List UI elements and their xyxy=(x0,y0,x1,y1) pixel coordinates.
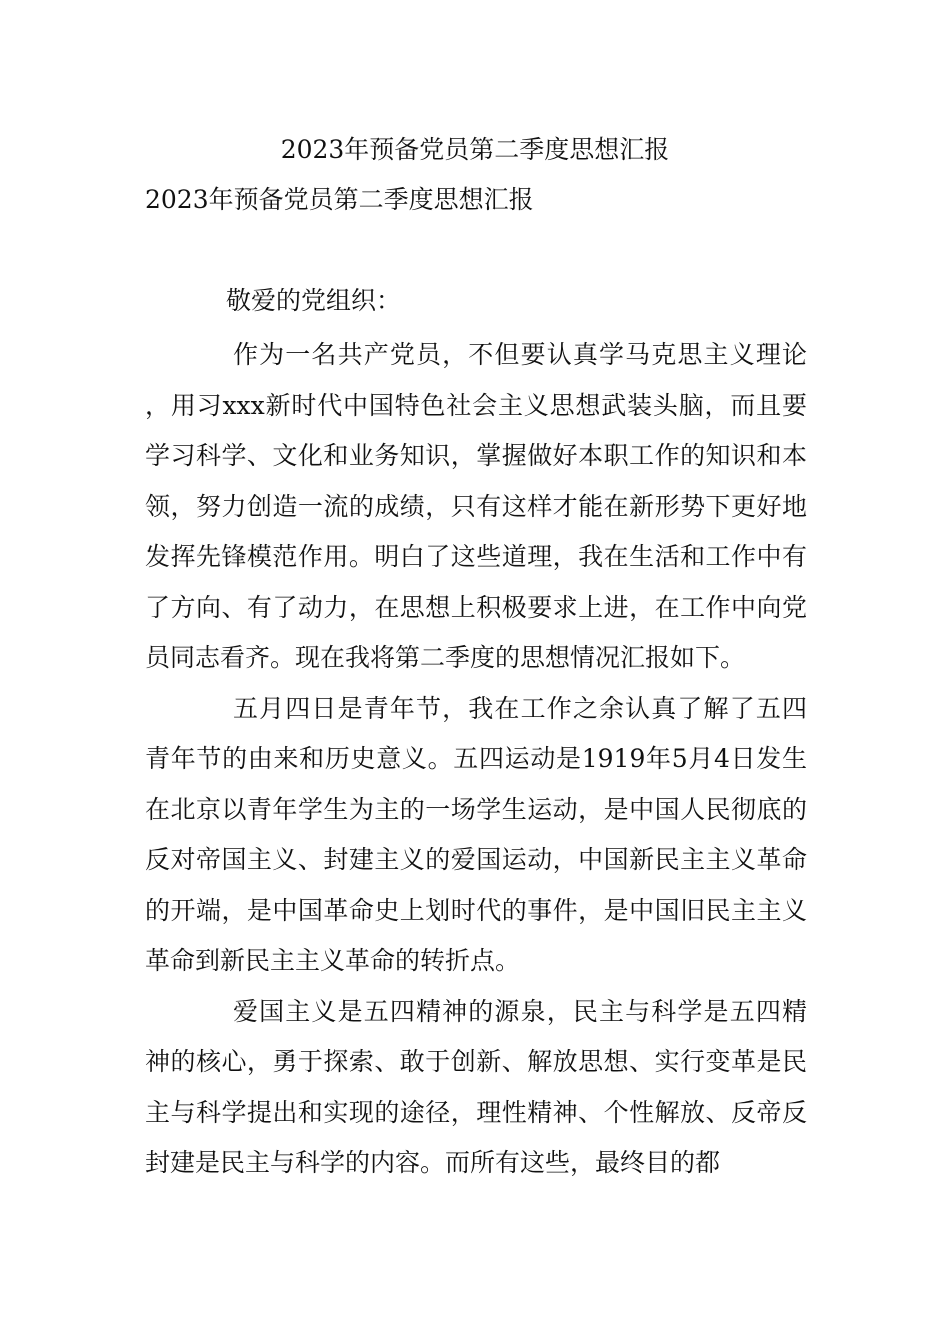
document-title: 2023年预备党员第二季度思想汇报 xyxy=(280,135,670,164)
paragraph-1: 作为一名共产党员，不但要认真学马克思主义理论，用习xxx新时代中国特色社会主义思想武装头脑，而且要学习科学、文化和业务知识，掌握做好本职工作的知识和本领，努力创造一流的成绩，只有这样才能在新形势下更好地发挥先锋模范作用。明白了这些道理，我在生活和工作中有了方向、有了动力，在思想上积极要求上进，在工作中向党员同志看齐。现在我将第二季度的思想情况汇报如下。 xyxy=(145,340,807,672)
paragraph-3: 爱国主义是五四精神的源泉，民主与科学是五四精神的核心，勇于探索、敢于创新、解放思想、实行变革是民主与科学提出和实现的途径，理性精神、个性解放、反帝反封建是民主与科学的内容。而所有这些，最终目的都 xyxy=(145,996,807,1177)
paragraph-2: 五月四日是青年节，我在工作之余认真了解了五四青年节的由来和历史意义。五四运动是1919年5月4日发生在北京以青年学生为主的一场学生运动，是中国人民彻底的反对帝国主义、封建主义的爱国运动，中国新民主主义革命的开端，是中国革命史上划时代的事件，是中国旧民主主义革命到新民主主义革命的转折点。 xyxy=(145,693,807,975)
salutation: 敬爱的党组织： xyxy=(226,286,402,315)
document-body xyxy=(145,330,807,1189)
document-subtitle: 2023年预备党员第二季度思想汇报 xyxy=(145,185,534,214)
